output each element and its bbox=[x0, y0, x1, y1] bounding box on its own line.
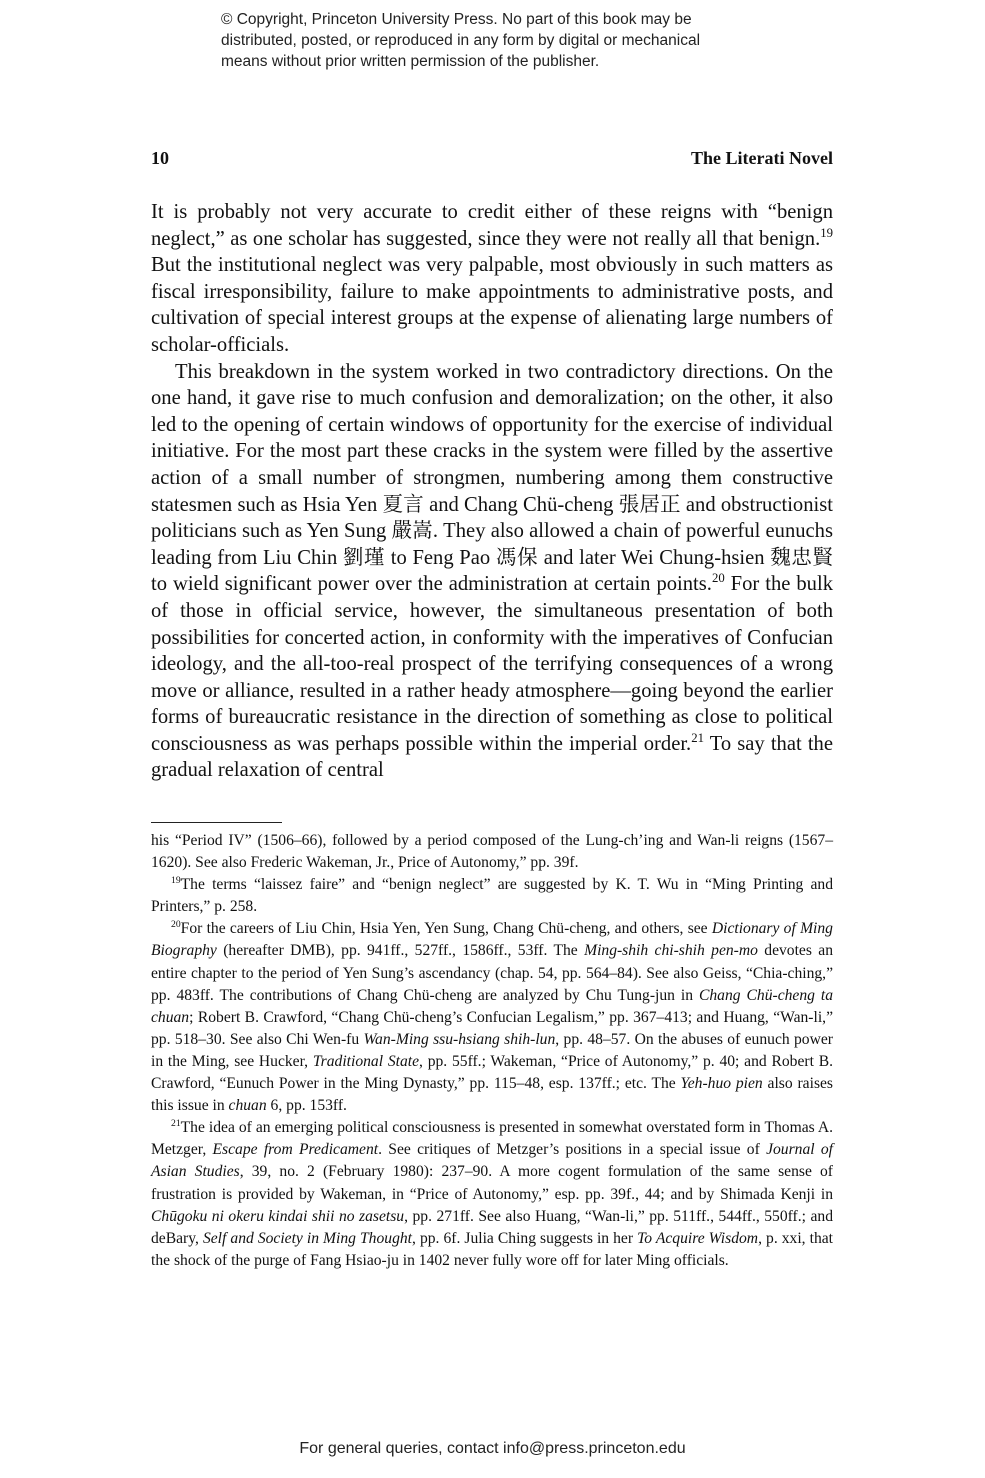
paragraph bbox=[151, 359, 833, 785]
footnote-text: , pp. 48–57. On the abuses of eunuch power in the Ming, see Hucker, bbox=[151, 1030, 833, 1070]
footnote-19 bbox=[151, 874, 833, 918]
footnote-text: The terms “laissez faire” and “benign neglect” are suggested by K. T. Wu in “Ming Printing and Printers,” p. 258. bbox=[151, 876, 833, 916]
text-run: This breakdown in the system worked in two contradictory directions. On the one hand, it gave rise to much confusion and demoralization; on the other, it also led to the opening of certain windows of opportunity for the exercise of individual initiative. For the most part these cracks in the system were filled by the assertive action of a small number of strongmen, numbering among them constructive statesmen such as Hsia Yen 夏言 and Chang Chü-cheng 張居正 and obstructionist politicians such as Yen Sung 嚴嵩. They also allowed a chain of powerful eunuchs leading from Liu Chin 劉瑾 to Feng Pao 馮保 and later Wei Chung-hsien 魏忠賢 to wield significant power over the administration at certain points. bbox=[151, 360, 833, 596]
page-number: 10 bbox=[151, 148, 169, 168]
text-run: It is probably not very accurate to credit either of these reigns with “benign neglect,” as one scholar has suggested, since they were not really all that benign. bbox=[151, 201, 833, 250]
footnote-title: Ming-shih chi-shih pen-mo bbox=[584, 942, 758, 960]
copyright-line: distributed, posted, or reproduced in any form by digital or mechanical bbox=[221, 32, 701, 49]
text-run: But the institutional neglect was very palpable, most obviously in such matters as fiscal irresponsibility, failure to make appointments to administrative posts, and cultivation of special interest groups at the expense of alienating large numbers of scholar-officials. bbox=[151, 254, 833, 356]
book-title: The Literati Novel bbox=[691, 148, 833, 168]
footnote-text: also raises this issue in bbox=[151, 1075, 833, 1115]
footnotes bbox=[151, 830, 833, 1272]
footnote-text: devotes an entire chapter to the period of Yen Sung’s ascendancy (chap. 54, pp. 564–84). See also Geiss, “Chia-ching,” pp. 483ff. The contributions of Chang Chü-cheng are analyzed by Chu Tung-jun in bbox=[151, 942, 834, 1004]
footnote-21 bbox=[151, 1117, 833, 1272]
footnote-rule bbox=[151, 822, 282, 823]
footnote-text: The idea of an emerging political consciousness is presented in somewhat overstated form in Thomas A. Metzger, bbox=[151, 1119, 833, 1159]
footnote-text: 6, pp. 153ff. bbox=[266, 1097, 347, 1115]
footnote-number: 21 bbox=[171, 1118, 181, 1130]
footnote-title: chuan bbox=[228, 1097, 267, 1115]
footnote-ref: 20 bbox=[711, 571, 725, 586]
text-run: For the bulk of those in official service, however, the simultaneous presentation of both possibilities for concerted action, in conformity with the imperatives of Confucian ideology, and the all-too-real prospect of the terrifying consequences of a wrong move or alliance, resulted in a rather heady atmosphere—going beyond the earlier forms of bureaucratic resistance in the direction of something as close to political consciousness as was perhaps possible within the imperial order. bbox=[151, 573, 833, 755]
footnote-text: , p. xxi, that the shock of the purge of Fang Hsiao-ju in 1402 never fully wore off for later Ming officials. bbox=[151, 1229, 833, 1269]
footnote-title: Dictionary of Ming Biography bbox=[151, 920, 833, 960]
footnote-20 bbox=[151, 918, 833, 1117]
footnote-title: Escape from Predicament bbox=[212, 1141, 379, 1159]
footnote-number: 20 bbox=[171, 919, 181, 931]
copyright-line: © Copyright, Princeton University Press. No part of this book may be bbox=[221, 11, 692, 28]
footnote-text: ; Robert B. Crawford, “Chang Chü-cheng’s Confucian Legalism,” pp. 367–413; and Huang, “Wan-li,” pp. 518–30. See also Chi Wen-fu bbox=[151, 1008, 833, 1048]
main-text bbox=[151, 199, 833, 784]
footnote-ref: 19 bbox=[820, 225, 833, 240]
footnote-text: , 39, no. 2 (February 1980): 237–90. A more cogent formulation of the same sense of frustration is provided by Wakeman, in “Price of Autonomy,” esp. pp. 39f., 44; and by Shimada Kenji in bbox=[151, 1163, 833, 1203]
footnote-text: (hereafter DMB), pp. 941ff., 527ff., 1586ff., 53ff. The bbox=[216, 942, 585, 960]
paragraph bbox=[151, 199, 833, 359]
footnote-text: , pp. 271ff. See also Huang, “Wan-li,” pp. 511ff., 544ff., 550ff.; and deBary, bbox=[151, 1207, 833, 1247]
footer-contact: For general queries, contact info@press.princeton.edu bbox=[299, 1440, 686, 1457]
footnote-title: Chang Chü-cheng ta chuan bbox=[151, 986, 834, 1026]
footnote-number: 19 bbox=[171, 875, 181, 886]
footnote-title: Wan-Ming ssu-hsiang shih-lun bbox=[363, 1030, 556, 1048]
footnote-text: . See critiques of Metzger’s positions in a special issue of bbox=[378, 1141, 767, 1159]
footnote-text: , pp. 55ff.; Wakeman, “Price of Autonomy,” p. 40; and Robert B. Crawford, “Eunuch Power in the Ming Dynasty,” pp. 115–48, esp. 137ff.; etc. The bbox=[151, 1052, 833, 1093]
footnote-title: To Acquire Wisdom bbox=[637, 1229, 759, 1247]
footnote-title: Chūgoku ni okeru kindai shii no zasetsu bbox=[151, 1207, 405, 1225]
footnote-ref: 21 bbox=[691, 731, 704, 746]
copyright-notice bbox=[221, 9, 821, 72]
footnote-title: Traditional State bbox=[312, 1052, 420, 1070]
footnote-text: For the careers of Liu Chin, Hsia Yen, Yen Sung, Chang Chü-cheng, and others, see bbox=[180, 920, 712, 938]
footnote-text: , pp. 6f. Julia Ching suggests in her bbox=[412, 1229, 638, 1247]
footnote-title: Yeh-huo pien bbox=[680, 1075, 763, 1093]
text-run: To say that the gradual relaxation of central bbox=[151, 732, 833, 782]
footnote-continuation: his “Period IV” (1506–66), followed by a period composed of the Lung-ch’ing and Wan-li reigns (1567–1620). See also Frederic Wakeman, Jr., Price of Autonomy,” pp. 39f. bbox=[151, 832, 833, 872]
footnote-title: Journal of Asian Studies bbox=[151, 1141, 833, 1181]
footnote-title: Self and Society in Ming Thought bbox=[202, 1229, 412, 1247]
copyright-line: means without prior written permission of the publisher. bbox=[221, 53, 600, 70]
